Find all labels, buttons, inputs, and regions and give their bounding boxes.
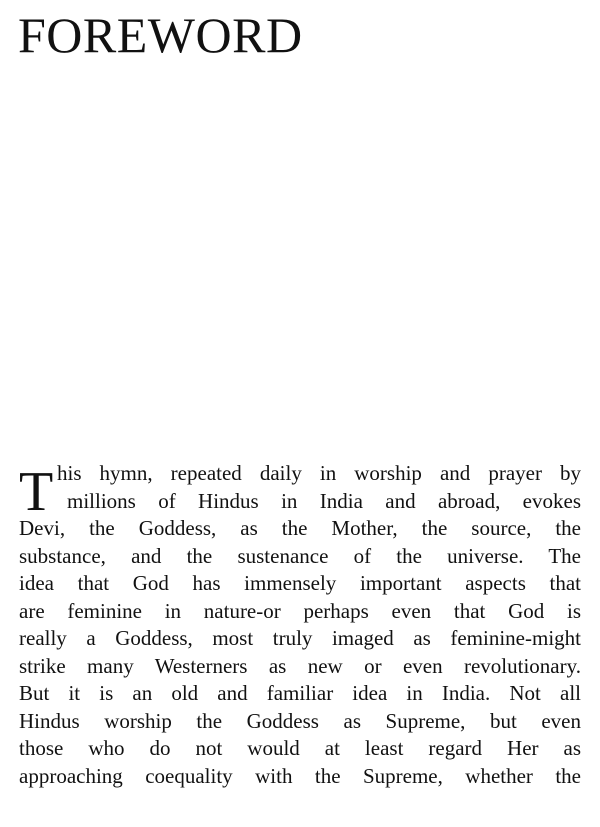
text-line: approaching coequality with the Supreme, whether the xyxy=(19,763,581,788)
foreword-paragraph xyxy=(19,460,581,790)
text-line: really a Goddess, most truly imaged as feminine-might xyxy=(19,626,581,650)
text-line: millions of Hindus in India and abroad, evokes xyxy=(67,488,581,513)
text-line: Devi, the Goddess, as the Mother, the source, the xyxy=(19,516,581,540)
text-line: idea that God has immensely important aspects that xyxy=(19,571,581,595)
text-line: his hymn, repeated daily in worship and prayer by xyxy=(57,461,581,485)
text-line: strike many Westerners as new or even revolutionary. xyxy=(19,653,581,678)
text-line: Hindus worship the Goddess as Supreme, but even xyxy=(19,708,581,733)
text-line: those who do not would at least regard Her as xyxy=(19,736,581,760)
drop-cap: T xyxy=(19,461,54,523)
text-line: are feminine in nature-or perhaps even that God is xyxy=(19,598,581,623)
page-title: FOREWORD xyxy=(18,7,303,63)
text-line: But it is an old and familiar idea in India. Not all xyxy=(19,681,581,705)
text-line: substance, and the sustenance of the universe. The xyxy=(19,543,581,568)
